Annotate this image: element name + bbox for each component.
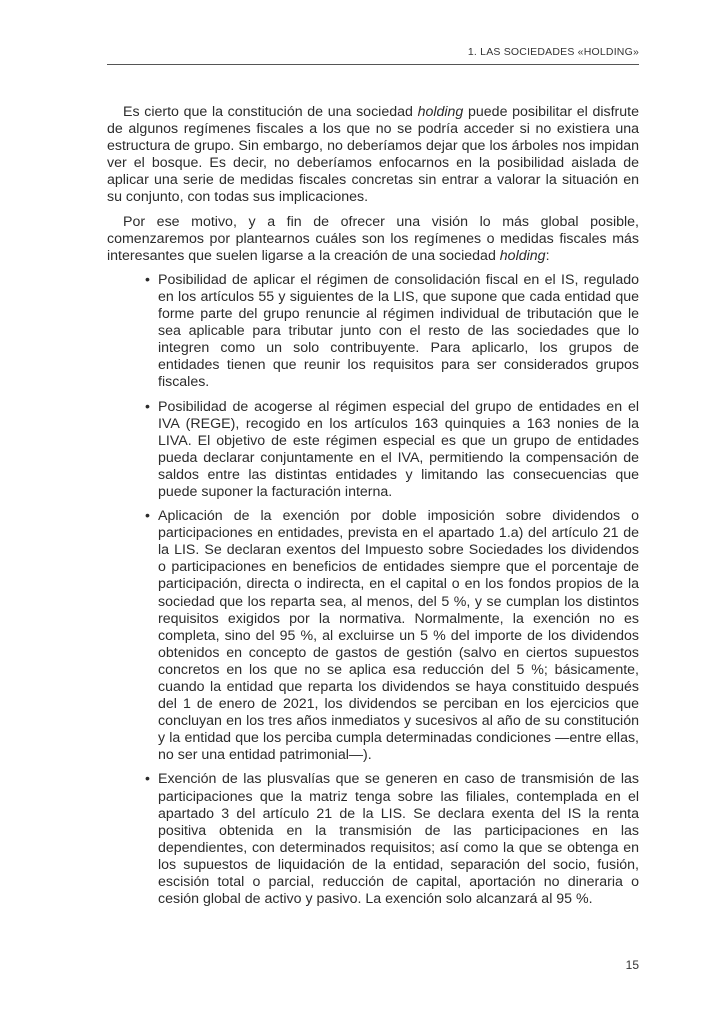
list-item (107, 771, 639, 908)
bullet-icon: • (145, 508, 150, 525)
emphasis-term: holding (499, 247, 546, 264)
paragraph-text: Es cierto que la constitución de una sociedad (123, 104, 418, 120)
bullet-icon: • (145, 398, 150, 415)
emphasis-term: holding (417, 104, 464, 120)
list-item-text: Posibilidad de acogerse al régimen especial del grupo de entidades en el IVA (REGE), recogido en los artículos 163 quinquies a 163 nonies de la LIVA. El objetivo de este régimen especial es que un grupo de entidades pueda declarar conjuntamente en el IVA, permitiendo la compensación de saldos entre las distintas entidades y limitando las consecuencias que puede suponer la facturación interna. (158, 398, 639, 500)
paragraph-text: Por ese motivo, y a fin de ofrecer una visión lo más global posible, comenzaremos por plantearnos cuáles son los regímenes o medidas fiscales más interesantes que suelen ligarse a la creación de una sociedad (107, 213, 639, 264)
running-header: 1. LAS SOCIEDADES «HOLDING» (467, 46, 639, 58)
paragraph-text: puede posibilitar el disfrute de algunos regímenes fiscales a los que no se podría acceder si no existiera una estructura de grupo. Sin embargo, no deberíamos dejar que los árboles nos impidan ver el bosque. Es decir, no deberíamos enfocarnos en la posibilidad aislada de aplicar una serie de medidas fiscales concretas sin entrar a valorar la situación en su conjunto, con todas sus implicaciones. (107, 104, 639, 206)
header-divider (107, 64, 639, 65)
intro-paragraph (107, 104, 639, 207)
lead-in-paragraph (107, 214, 639, 265)
list-item (107, 508, 639, 764)
paragraph-text: : (545, 247, 550, 264)
bullet-icon: • (145, 271, 150, 288)
list-item-text: Posibilidad de aplicar el régimen de consolidación fiscal en el IS, regulado en los artículos 55 y siguientes de la LIS, que supone que cada entidad que forme parte del grupo renuncie al régimen individual de tributación que le sea aplicable para tributar junto con el resto de las sociedades que lo integren como un solo contribuyente. Para aplicarlo, los grupos de entidades tienen que reunir los requisitos para ser considerados grupos fiscales. (158, 271, 639, 391)
page-body (107, 104, 639, 915)
list-item (107, 272, 639, 392)
list-item-text: Exención de las plusvalías que se generen en caso de transmisión de las participaciones que la matriz tenga sobre las filiales, contemplada en el apartado 3 del artículo 21 de la LIS. Se declara exenta del IS la renta positiva obtenida en la transmisión de las participaciones en las dependientes, con determinados requisitos; así como la que se obtenga en los supuestos de liquidación de la entidad, separación del socio, fusión, escisión total o parcial, reducción de capital, aportación no dineraria o cesión global de activo y pasivo. La exención solo alcanzará al 95 %. (158, 771, 639, 908)
bullet-icon: • (145, 771, 150, 788)
page-number: 15 (625, 958, 639, 972)
list-item-text: Aplicación de la exención por doble imposición sobre dividendos o participaciones en entidades, prevista en el apartado 1.a) del artículo 21 de la LIS. Se declaran exentos del Impuesto sobre Sociedades los dividendos o participaciones en beneficios de entidades siempre que el porcentaje de participación, directa o indirecta, en el capital o en los fondos propios de la sociedad que los reparta sea, al menos, del 5 %, y se cumplan los distintos requisitos exigidos por la normativa. Normalmente, la exención no es completa, sino del 95 %, al excluirse un 5 % del importe de los dividendos obtenidos en concepto de gastos de gestión (salvo en ciertos supuestos concretos en los que no se aplica esa reducción del 5 %; básicamente, cuando la entidad que reparta los dividendos se haya constituido después del 1 de enero de 2021, los dividendos se perciban en los ejercicios que concluyan en los tres años inmediatos y sucesivos al año de su constitución y la entidad que los perciba cumpla determinadas condiciones —entre ellas, no ser una entidad patrimonial—). (158, 508, 639, 764)
regimes-list (107, 272, 639, 908)
list-item (107, 399, 639, 502)
